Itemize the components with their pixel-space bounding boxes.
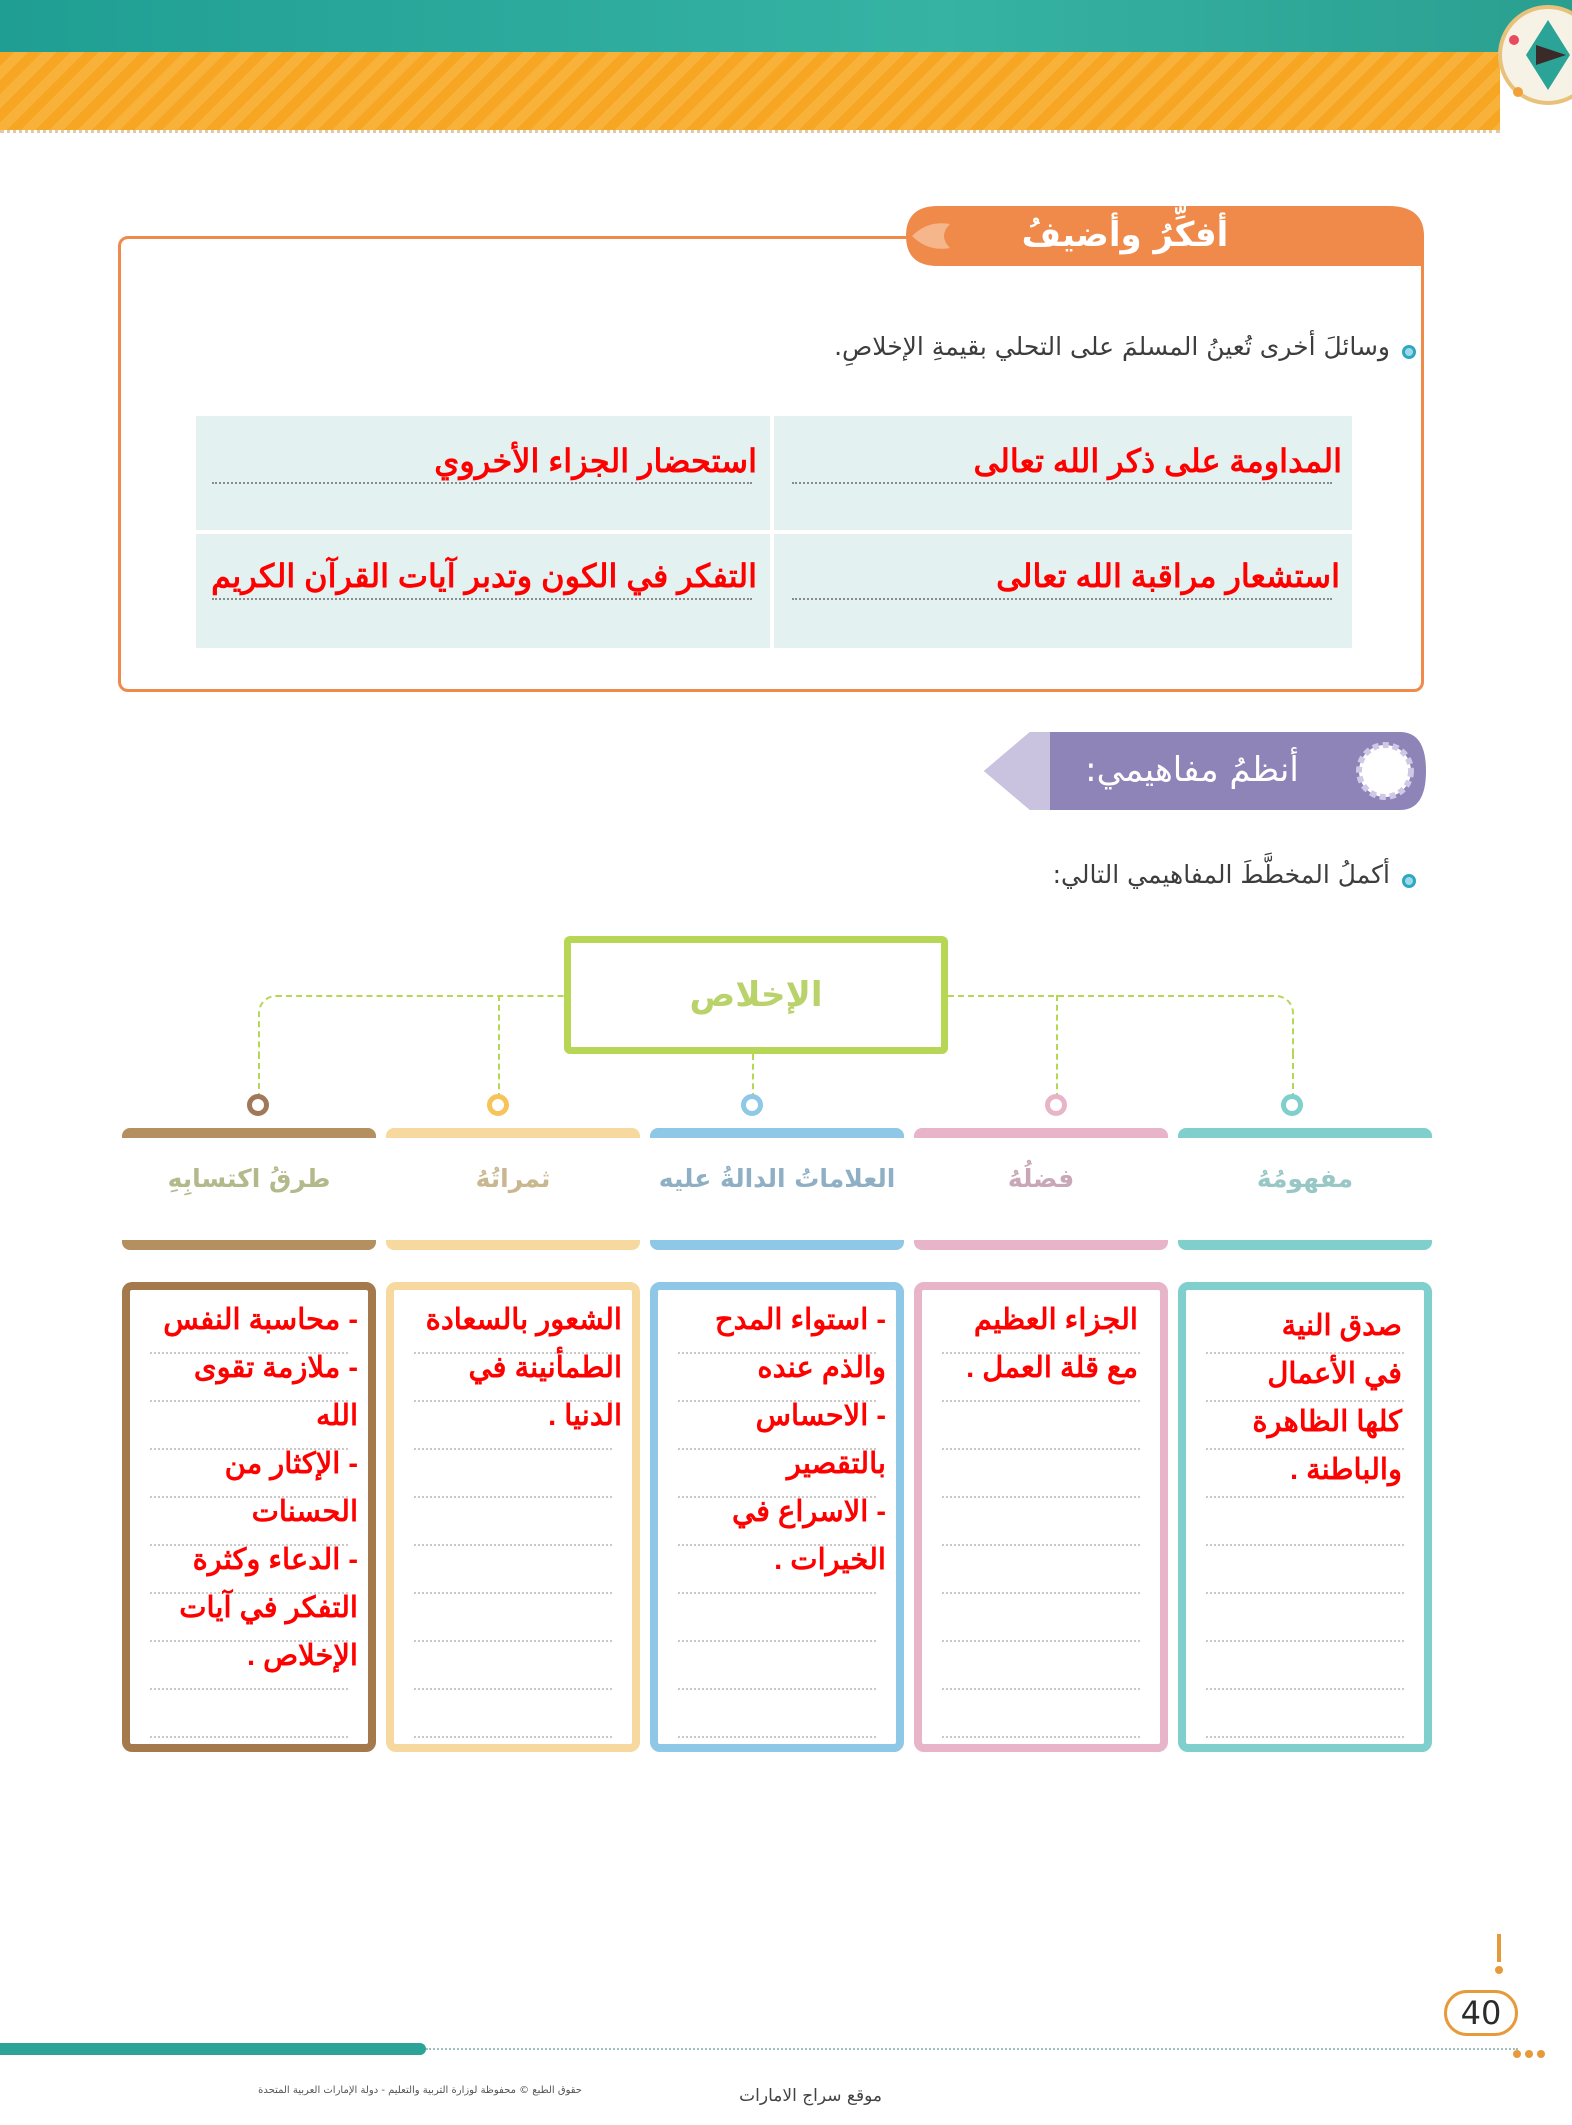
column-writing-line xyxy=(942,1640,1140,1642)
concept-answer-virtue: الجزاء العظيم مع قلة العمل . xyxy=(966,1304,1138,1384)
column-writing-line xyxy=(150,1736,348,1738)
lamp-ornament-icon xyxy=(1486,1932,1512,1988)
concept-answer-ways: - محاسبة النفس - ملازمة تقوى الله - الإكثار من الحسنات - الدعاء وكثرة التفكر في آيات الإخلاص . xyxy=(163,1304,358,1672)
column-writing-line xyxy=(1206,1496,1404,1498)
column-writing-line xyxy=(1206,1544,1404,1546)
column-writing-line xyxy=(942,1544,1140,1546)
column-writing-line xyxy=(1206,1688,1404,1690)
concept-center-label: الإخلاص xyxy=(689,975,823,1015)
column-writing-line xyxy=(942,1688,1140,1690)
column-writing-line xyxy=(414,1544,612,1546)
column-writing-line xyxy=(678,1736,876,1738)
column-writing-line xyxy=(414,1592,612,1594)
top-banner-teal xyxy=(0,0,1572,52)
concept-header-signs: العلاماتُ الدالةُ عليه xyxy=(650,1128,904,1250)
answer-text: استحضار الجزاء الأخروي xyxy=(434,443,757,479)
footer-bar xyxy=(0,2043,426,2055)
column-writing-line xyxy=(1206,1640,1404,1642)
connector-line xyxy=(1056,995,1058,1099)
concept-header-ways: طرقُ اكتسابِهِ xyxy=(122,1128,376,1250)
footer-dots-icon xyxy=(1512,2044,1552,2054)
footer-copyright: حقوق الطبع © محفوظة لوزارة التربية والتعليم - دولة الإمارات العربية المتحدة xyxy=(258,2085,582,2096)
organize-concepts-title: أنظمُ مفاهيمي: xyxy=(1085,750,1299,790)
answer-line xyxy=(792,482,1332,484)
answer-line xyxy=(212,482,752,484)
node-circle xyxy=(741,1094,763,1116)
organize-prompt: أكملُ المخطَّطَ المفاهيمي التالي: xyxy=(1052,860,1390,889)
think-add-prompt: وسائلَ أخرى تُعينُ المسلمَ على التحلي بقيمةِ الإخلاصِ. xyxy=(834,332,1390,361)
connector-line xyxy=(1292,1053,1294,1099)
column-writing-line xyxy=(942,1400,1140,1402)
column-writing-line xyxy=(942,1736,1140,1738)
node-circle xyxy=(487,1094,509,1116)
answer-text: استشعار مراقبة الله تعالى xyxy=(996,558,1340,594)
answer-text: التفكر في الكون وتدبر آيات القرآن الكريم xyxy=(211,558,757,594)
node-circle xyxy=(1045,1094,1067,1116)
node-circle xyxy=(247,1094,269,1116)
column-writing-line xyxy=(414,1448,612,1450)
column-writing-line xyxy=(414,1736,612,1738)
column-writing-line xyxy=(678,1592,876,1594)
concept-header-fruits: ثمراتُهُ xyxy=(386,1128,640,1250)
answers-table-divider xyxy=(196,530,1352,534)
concept-answer-fruits: الشعور بالسعادة الطمأنينة في الدنيا . xyxy=(425,1304,622,1432)
column-writing-line xyxy=(678,1688,876,1690)
concept-header-meaning: مفهومُهُ xyxy=(1178,1128,1432,1250)
concept-answer-meaning: صدق النية في الأعمال كلها الظاهرة والباطنة . xyxy=(1252,1310,1402,1486)
column-writing-line xyxy=(150,1688,348,1690)
concept-answer-signs: - استواء المدح والذم عنده - الاحساس بالتقصير - الاسراع في الخيرات . xyxy=(714,1304,886,1576)
column-writing-line xyxy=(678,1640,876,1642)
connector-line xyxy=(948,995,1294,1055)
answer-line xyxy=(792,598,1332,600)
footer-divider xyxy=(426,2048,1518,2050)
top-banner-divider xyxy=(0,130,1500,133)
node-circle xyxy=(1281,1094,1303,1116)
think-add-title: أفكِّرُ وأضيفُ xyxy=(1021,215,1229,255)
column-writing-line xyxy=(1206,1736,1404,1738)
column-writing-line xyxy=(942,1448,1140,1450)
footer-site: موقع سراج الامارات xyxy=(739,2086,882,2106)
connector-line xyxy=(498,995,500,1099)
connector-line xyxy=(258,995,566,1055)
column-writing-line xyxy=(414,1688,612,1690)
connector-line xyxy=(752,1054,754,1099)
page-number: 40 xyxy=(1444,1990,1518,2036)
corner-ornament-icon xyxy=(1488,0,1572,130)
bullet-icon xyxy=(1402,345,1416,359)
column-writing-line xyxy=(942,1592,1140,1594)
column-writing-line xyxy=(414,1496,612,1498)
column-writing-line xyxy=(1206,1592,1404,1594)
top-banner-orange xyxy=(0,52,1500,130)
connector-line xyxy=(258,1053,260,1099)
bullet-icon xyxy=(1402,874,1416,888)
column-writing-line xyxy=(414,1640,612,1642)
concept-header-virtue: فضلُهُ xyxy=(914,1128,1168,1250)
column-writing-line xyxy=(942,1496,1140,1498)
answer-line xyxy=(212,598,752,600)
answer-text: المداومة على ذكر الله تعالى xyxy=(973,443,1342,479)
